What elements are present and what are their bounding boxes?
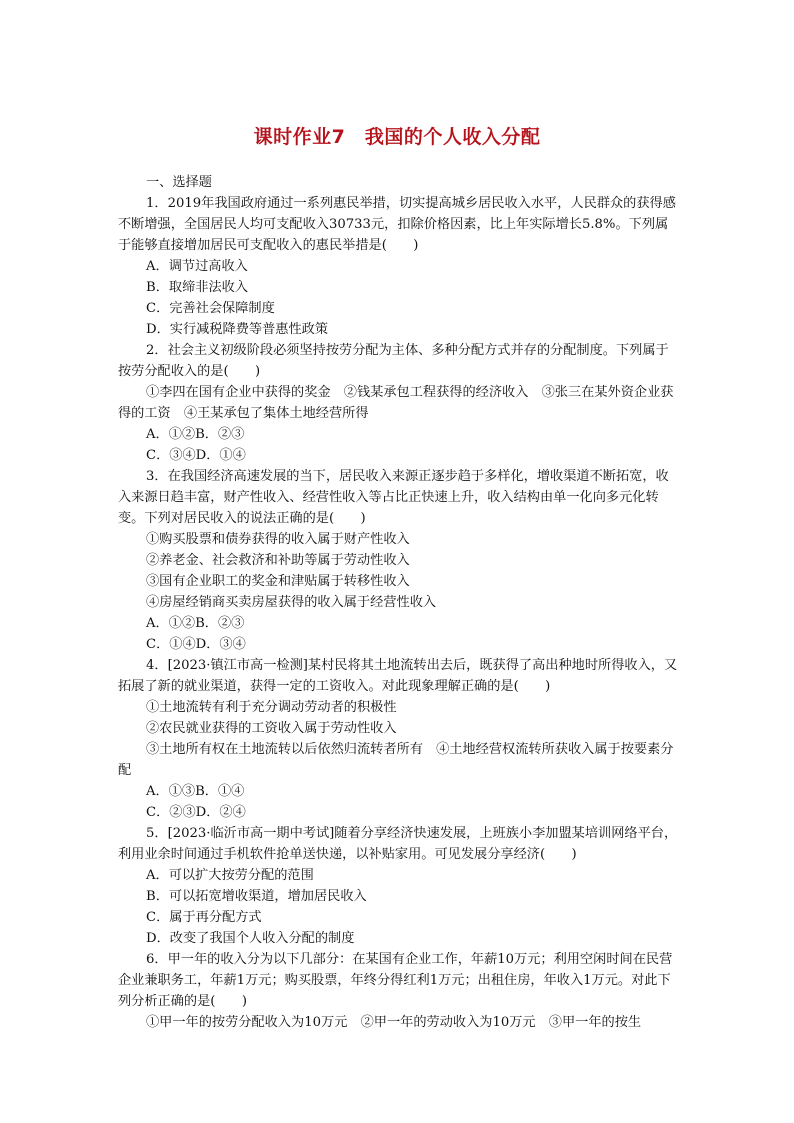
question-2-options-cd: C．③④D．①④ xyxy=(146,448,246,463)
question-3-options-ab: A．①②B．②③ xyxy=(146,616,245,631)
page-title: 课时作业7 我国的个人收入分配 xyxy=(253,126,541,148)
question-1-option-a: A．调节过高收入 xyxy=(146,259,248,274)
question-1-option-c: C．完善社会保障制度 xyxy=(146,301,275,316)
question-4-stem: 4．[2023·镇江市高一检测]某村民将其土地流转出去后，既获得了高出种地时所得收入，又拓展了新的就业渠道，获得一定的工资收入。对此现象理解正确的是( ) xyxy=(118,658,678,694)
question-2-options-ab: A．①②B．②③ xyxy=(146,427,245,442)
question-3-item-2: ②养老金、社会救济和补助等属于劳动性收入 xyxy=(146,553,410,568)
question-4-options-cd: C．②③D．②④ xyxy=(146,805,246,820)
question-4-items-3-4: ③土地所有权在土地流转以后依然归流转者所有 ④土地经营权流转所获收入属于按要素分配 xyxy=(118,742,674,778)
question-2-stem: 2．社会主义初级阶段必须坚持按劳分配为主体、多种分配方式并存的分配制度。下列属于按劳分配收入的是( ) xyxy=(118,343,669,379)
question-5-option-a: A．可以扩大按劳分配的范围 xyxy=(146,868,314,883)
question-4-item-1: ①土地流转有利于充分调动劳动者的积极性 xyxy=(146,700,397,715)
section-heading: 一、选择题 xyxy=(146,175,212,190)
question-3-item-3: ③国有企业职工的奖金和津贴属于转移性收入 xyxy=(146,574,410,589)
question-1-option-b: B．取缔非法收入 xyxy=(146,280,249,295)
question-6-items: ①甲一年的按劳分配收入为10万元 ②甲一年的劳动收入为10万元 ③甲一年的按生 xyxy=(146,1015,642,1030)
question-2-items: ①李四在国有企业中获得的奖金 ②钱某承包工程获得的经济收入 ③张三在某外资企业获得的工资 ④王某承包了集体土地经营所得 xyxy=(118,385,674,421)
question-1-option-d: D．实行减税降费等普惠性政策 xyxy=(146,322,329,337)
question-3-item-4: ④房屋经销商买卖房屋获得的收入属于经营性收入 xyxy=(146,595,437,610)
question-3-options-cd: C．①④D．③④ xyxy=(146,637,246,652)
question-4-item-2: ②农民就业获得的工资收入属于劳动性收入 xyxy=(146,721,397,736)
question-1-stem: 1．2019年我国政府通过一系列惠民举措，切实提高城乡居民收入水平，人民群众的获得感不断增强，全国居民人均可支配收入30733元，扣除价格因素，比上年实际增长5.8%。下列属于能够直接增加居民可支配收入的惠民举措是( ) xyxy=(118,196,676,253)
question-3-stem: 3．在我国经济高速发展的当下，居民收入来源正逐步趋于多样化，增收渠道不断拓宽，收入来源日趋丰富，财产性收入、经营性收入等占比正快速上升，收入结构由单一化向多元化转变。下列对居民收入的说法正确的是( ) xyxy=(118,469,669,526)
question-3-item-1: ①购买股票和债券获得的收入属于财产性收入 xyxy=(146,532,410,547)
question-5-option-c: C．属于再分配方式 xyxy=(146,910,262,925)
question-5-option-b: B．可以拓宽增收渠道，增加居民收入 xyxy=(146,889,367,904)
question-5-stem: 5．[2023·临沂市高一期中考试]随着分享经济快速发展，上班族小李加盟某培训网络平台，利用业余时间通过手机软件抢单送快递，以补贴家用。可见发展分享经济( ) xyxy=(118,826,678,862)
question-5-option-d: D．改变了我国个人收入分配的制度 xyxy=(146,931,355,946)
question-4-options-ab: A．①③B．①④ xyxy=(146,784,245,799)
question-6-stem: 6．甲一年的收入分为以下几部分：在某国有企业工作，年薪10万元；利用空闲时间在民营企业兼职务工，年薪1万元；购买股票，年终分得红利1万元；出租住房，年收入1万元。对此下列分析正确的是( ) xyxy=(118,952,673,1009)
document-body xyxy=(118,172,678,1033)
